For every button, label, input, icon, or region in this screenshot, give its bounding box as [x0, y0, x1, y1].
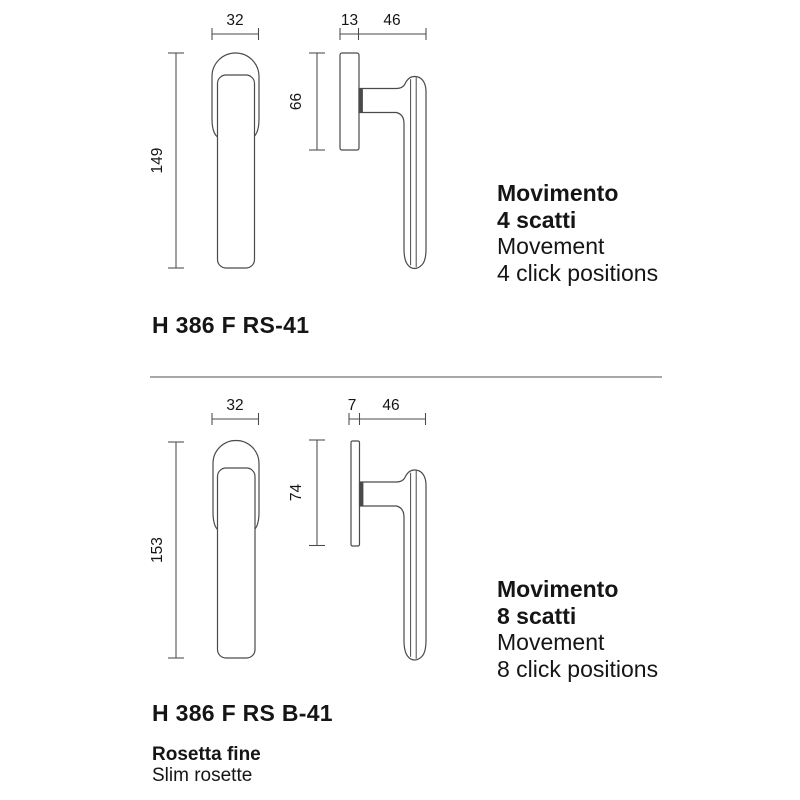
variant2-front-view	[213, 441, 259, 659]
variant1-dimensions	[149, 12, 426, 268]
variant2-movement-it-line2: 8 scatti	[497, 602, 577, 629]
variant1-movement-note	[497, 180, 658, 286]
variant2-movement-en-line1: Movement	[497, 629, 605, 655]
variant1-movement-en-line2: 4 click positions	[497, 259, 659, 286]
variant2-movement-note	[497, 576, 658, 682]
variant2-model-code: H 386 F RS B-41	[152, 700, 333, 726]
variant2-rosette-side-outline	[351, 441, 360, 546]
variant2-movement-it-line1: Movimento	[497, 576, 619, 602]
variant1-movement-en-line1: Movement	[497, 233, 605, 259]
variant2-dim-rosette-height: 74	[288, 483, 305, 502]
variant1-dim-total-height: 149	[149, 147, 166, 174]
variant2-dim-grip-width: 32	[226, 397, 244, 414]
variant2-spindle-hub	[359, 482, 363, 506]
variant1-grip-front-outline	[218, 75, 255, 268]
footnote-italian: Rosetta fine	[152, 744, 261, 765]
variant1-spindle-hub	[359, 89, 363, 113]
variant2-dim-rosette-depth: 7	[347, 397, 357, 414]
variant1-dim-rosette-depth: 13	[340, 12, 359, 29]
variant2-dimensions	[149, 397, 426, 658]
variant1-model-code: H 386 F RS-41	[152, 312, 310, 338]
variant1-movement-it-line2: 4 scatti	[497, 206, 577, 233]
variant1-side-view	[340, 53, 426, 269]
variant2-grip-front-outline	[218, 468, 256, 658]
variant1-rosette-side-outline	[340, 53, 359, 150]
variant1-dim-handle-reach: 46	[383, 12, 401, 29]
variant1-front-view	[212, 53, 259, 268]
variant1-dim-rosette-height: 66	[288, 92, 305, 111]
footnote-english: Slim rosette	[152, 765, 253, 786]
variant2-dim-total-height: 153	[149, 537, 166, 563]
variant2-side-view	[351, 441, 426, 660]
variant2-dim-handle-reach: 46	[382, 397, 400, 414]
variant2-movement-en-line2: 8 click positions	[497, 655, 659, 682]
variant1-dim-grip-width: 32	[226, 12, 244, 29]
variant1-movement-it-line1: Movimento	[497, 180, 619, 206]
